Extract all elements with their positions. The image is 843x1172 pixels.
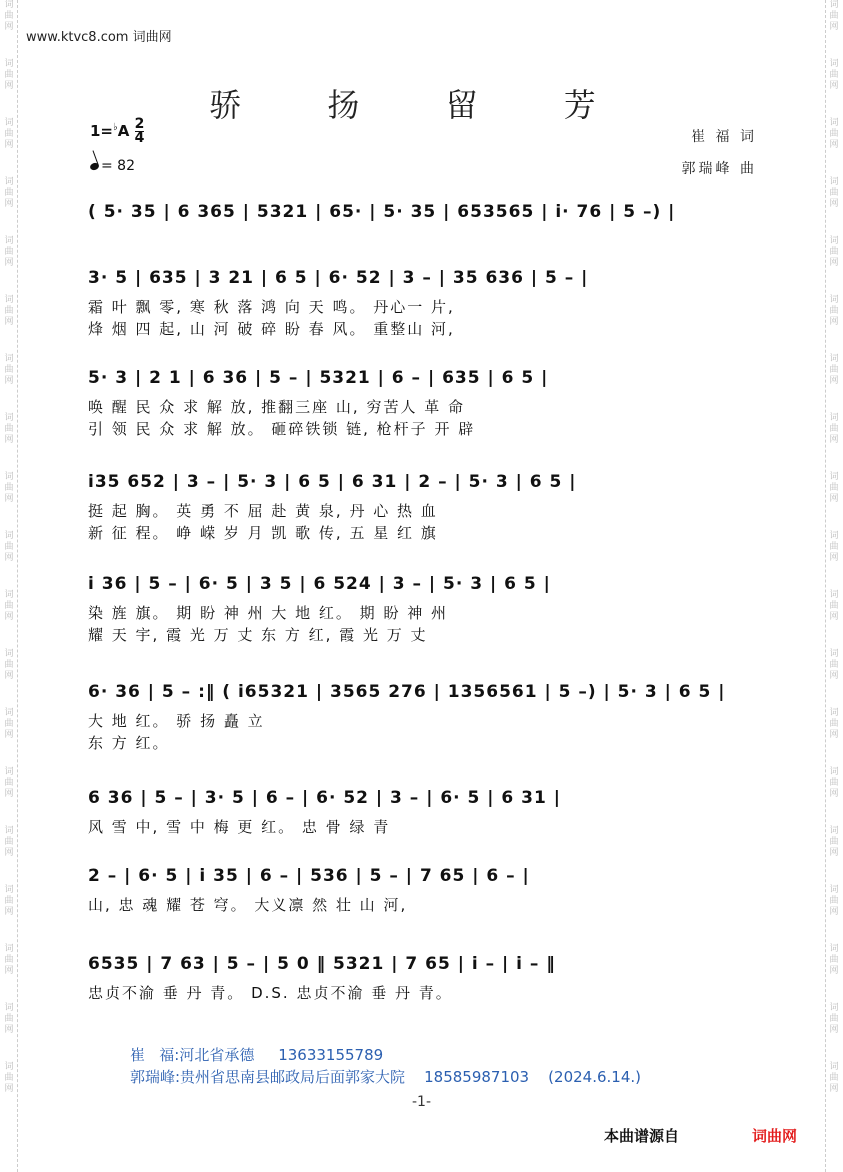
watermark-char: 曲 (829, 778, 839, 788)
watermark-group (829, 885, 838, 918)
watermark-char: 网 (829, 907, 839, 917)
page-number: -1- (411, 1094, 431, 1110)
watermark-char: 曲 (829, 424, 839, 434)
watermark-char: 词 (4, 472, 14, 482)
lyric-row-2-verse-1: 霜 叶 飘 零, 寒 秋 落 鸿 向 天 鸣。 丹心一 片, (88, 298, 455, 316)
watermark-char: 网 (4, 966, 14, 976)
watermark-group (829, 177, 838, 210)
watermark-char: 词 (4, 354, 14, 364)
watermark-char: 曲 (4, 837, 14, 847)
watermark-group (4, 649, 13, 682)
watermark-char: 网 (4, 494, 14, 504)
watermark-char: 曲 (4, 1073, 14, 1083)
watermark-group (4, 826, 13, 859)
watermark-char: 词 (829, 295, 839, 305)
music-row-1: ( 5· 35 | 6 365 | 5321 | 65· | 5· 35 | 653565 | i· 76 | 5 –) | (88, 202, 676, 222)
composer-credit: 郭瑞峰 曲 (681, 161, 757, 177)
watermark-char: 曲 (829, 306, 839, 316)
watermark-char: 词 (4, 767, 14, 777)
key-signature (90, 118, 144, 145)
watermark-char: 网 (4, 907, 14, 917)
lyric-row-5-verse-2: 耀 天 宇, 霞 光 万 丈 东 方 红, 霞 光 万 丈 (88, 626, 428, 644)
watermark-char: 网 (829, 966, 839, 976)
watermark-char: 词 (4, 590, 14, 600)
watermark-char: 网 (829, 317, 839, 327)
watermark-char: 曲 (4, 896, 14, 906)
watermark-char: 曲 (4, 955, 14, 965)
watermark-char: 词 (4, 1003, 14, 1013)
watermark-char: 词 (829, 118, 839, 128)
watermark-char: 曲 (829, 70, 839, 80)
beats-bottom: 4 (134, 130, 145, 146)
watermark-char: 网 (4, 435, 14, 445)
watermark-char: 网 (829, 22, 839, 32)
watermark-char: 曲 (4, 247, 14, 257)
source-brand-link[interactable]: 词曲网 (752, 1127, 798, 1145)
watermark-char: 词 (829, 413, 839, 423)
watermark-char: 词 (4, 118, 14, 128)
watermark-char: 网 (829, 789, 839, 799)
watermark-char: 词 (829, 472, 839, 482)
watermark-char: 曲 (829, 542, 839, 552)
watermark-char: 词 (829, 649, 839, 659)
music-row-3: 5· 3 | 2 1 | 6 36 | 5 – | 5321 | 6 – | 635 | 6 5 | (88, 368, 549, 388)
watermark-char: 词 (4, 826, 14, 836)
watermark-group (829, 531, 838, 564)
watermark-char: 网 (829, 199, 839, 209)
music-row-9: 6535 | 7 63 | 5 – | 5 0 ‖ 5321 | 7 65 | i – | i – ‖ (88, 954, 556, 974)
watermark-char: 网 (829, 1084, 839, 1094)
watermark-group (829, 0, 838, 33)
watermark-char: 词 (4, 708, 14, 718)
right-watermark-strip (825, 0, 843, 1172)
watermark-char: 词 (829, 531, 839, 541)
watermark-char: 曲 (4, 70, 14, 80)
watermark-group (829, 1003, 838, 1036)
watermark-char: 曲 (829, 955, 839, 965)
watermark-char: 词 (829, 1003, 839, 1013)
lyric-row-7: 风 雪 中, 雪 中 梅 更 红。 忠 骨 绿 青 (88, 818, 391, 836)
watermark-char: 词 (4, 531, 14, 541)
music-row-8: 2 – | 6· 5 | i 35 | 6 – | 536 | 5 – | 7 65 | 6 – | (88, 866, 530, 886)
watermark-char: 曲 (829, 247, 839, 257)
watermark-char: 词 (4, 885, 14, 895)
lyric-row-6-verse-2: 东 方 红。 (88, 734, 170, 752)
watermark-char: 网 (829, 140, 839, 150)
watermark-char: 词 (4, 944, 14, 954)
watermark-char: 词 (4, 59, 14, 69)
watermark-char: 网 (4, 81, 14, 91)
watermark-group (829, 590, 838, 623)
lyricist-credit: 崔 福 词 (691, 129, 757, 145)
watermark-char: 曲 (829, 188, 839, 198)
watermark-char: 词 (829, 0, 839, 10)
watermark-char: 网 (829, 376, 839, 386)
key-prefix: 1= (90, 122, 114, 140)
watermark-group (4, 472, 13, 505)
watermark-char: 曲 (829, 483, 839, 493)
watermark-char: 曲 (829, 365, 839, 375)
music-row-7: 6 36 | 5 – | 3· 5 | 6 – | 6· 52 | 3 – | 6· 5 | 6 31 | (88, 788, 561, 808)
watermark-group (829, 295, 838, 328)
flat-sign: ♭ (113, 122, 118, 133)
watermark-char: 网 (4, 789, 14, 799)
watermark-char: 网 (4, 848, 14, 858)
watermark-char: 曲 (4, 542, 14, 552)
tempo-mark (90, 158, 135, 174)
watermark-char: 网 (4, 612, 14, 622)
watermark-char: 曲 (4, 483, 14, 493)
time-signature (135, 118, 145, 145)
watermark-char: 网 (4, 730, 14, 740)
watermark-group (4, 767, 13, 800)
watermark-group (829, 767, 838, 800)
watermark-group (4, 413, 13, 446)
watermark-group (4, 177, 13, 210)
watermark-char: 词 (4, 236, 14, 246)
watermark-char: 网 (829, 494, 839, 504)
watermark-char: 网 (4, 1084, 14, 1094)
lyric-row-8: 山, 忠 魂 耀 苍 穹。 大义凛 然 壮 山 河, (88, 896, 408, 914)
watermark-char: 曲 (4, 188, 14, 198)
watermark-char: 网 (829, 553, 839, 563)
site-watermark[interactable]: www.ktvc8.com 词曲网 (26, 30, 172, 45)
watermark-char: 词 (829, 354, 839, 364)
watermark-group (4, 354, 13, 387)
watermark-char: 曲 (4, 424, 14, 434)
watermark-char: 词 (829, 708, 839, 718)
watermark-char: 网 (829, 671, 839, 681)
watermark-char: 曲 (829, 1073, 839, 1083)
watermark-group (829, 236, 838, 269)
contact-composer: 郭瑞峰:贵州省思南县邮政局后面郭家大院 18585987103 (2024.6.14.) (130, 1068, 641, 1086)
watermark-char: 曲 (4, 660, 14, 670)
watermark-char: 词 (829, 944, 839, 954)
watermark-group (4, 236, 13, 269)
watermark-char: 词 (4, 649, 14, 659)
music-row-5: i 36 | 5 – | 6· 5 | 3 5 | 6 524 | 3 – | 5· 3 | 6 5 | (88, 574, 551, 594)
lyric-row-3-verse-1: 唤 醒 民 众 求 解 放, 推翻三座 山, 穷苦人 革 命 (88, 398, 465, 416)
watermark-char: 曲 (4, 306, 14, 316)
key-note: A (117, 122, 130, 140)
watermark-char: 曲 (4, 11, 14, 21)
watermark-char: 网 (829, 612, 839, 622)
watermark-char: 词 (4, 177, 14, 187)
watermark-char: 词 (4, 0, 14, 10)
watermark-char: 曲 (4, 719, 14, 729)
watermark-char: 网 (4, 22, 14, 32)
watermark-char: 曲 (829, 896, 839, 906)
lyric-row-9: 忠贞不渝 垂 丹 青。 D.S. 忠贞不渝 垂 丹 青。 (88, 984, 453, 1002)
watermark-group (829, 944, 838, 977)
watermark-char: 曲 (4, 601, 14, 611)
watermark-char: 网 (4, 376, 14, 386)
lyric-row-4-verse-1: 挺 起 胸。 英 勇 不 屈 赴 黄 泉, 丹 心 热 血 (88, 502, 438, 520)
music-row-2: 3· 5 | 635 | 3 21 | 6 5 | 6· 52 | 3 – | 35 636 | 5 – | (88, 268, 589, 288)
watermark-char: 网 (829, 435, 839, 445)
lyric-row-2-verse-2: 烽 烟 四 起, 山 河 破 碎 盼 春 风。 重整山 河, (88, 320, 455, 338)
watermark-group (829, 472, 838, 505)
watermark-char: 曲 (829, 1014, 839, 1024)
watermark-char: 曲 (4, 365, 14, 375)
watermark-char: 词 (829, 885, 839, 895)
watermark-char: 词 (4, 413, 14, 423)
watermark-group (4, 295, 13, 328)
tempo-value: = 82 (101, 158, 135, 174)
watermark-group (4, 590, 13, 623)
watermark-group (829, 708, 838, 741)
watermark-char: 网 (4, 553, 14, 563)
music-row-6: 6· 36 | 5 – :‖ ( i65321 | 3565 276 | 1356561 | 5 –) | 5· 3 | 6 5 | (88, 682, 726, 702)
watermark-group (829, 354, 838, 387)
watermark-group (4, 944, 13, 977)
watermark-group (4, 531, 13, 564)
watermark-group (4, 708, 13, 741)
watermark-group (4, 0, 13, 33)
watermark-char: 网 (829, 848, 839, 858)
watermark-group (829, 649, 838, 682)
watermark-group (829, 1062, 838, 1095)
watermark-char: 词 (4, 295, 14, 305)
watermark-char: 网 (4, 1025, 14, 1035)
lyric-row-6-verse-1: 大 地 红。 骄 扬 矗 立 (88, 712, 265, 730)
contact-lyricist: 崔 福:河北省承德 13633155789 (130, 1046, 384, 1064)
watermark-group (829, 413, 838, 446)
watermark-char: 词 (829, 1062, 839, 1072)
watermark-char: 网 (829, 730, 839, 740)
quarter-note-icon (89, 162, 100, 172)
watermark-group (4, 1003, 13, 1036)
watermark-char: 曲 (829, 660, 839, 670)
music-row-4: i35 652 | 3 – | 5· 3 | 6 5 | 6 31 | 2 – | 5· 3 | 6 5 | (88, 472, 577, 492)
watermark-char: 曲 (829, 601, 839, 611)
watermark-char: 网 (4, 199, 14, 209)
watermark-char: 曲 (829, 11, 839, 21)
watermark-char: 网 (4, 140, 14, 150)
watermark-char: 词 (829, 767, 839, 777)
watermark-char: 网 (4, 671, 14, 681)
watermark-char: 网 (4, 317, 14, 327)
watermark-char: 曲 (4, 129, 14, 139)
song-title: 骄 扬 留 芳 (209, 86, 634, 124)
watermark-char: 曲 (829, 837, 839, 847)
watermark-char: 曲 (4, 1014, 14, 1024)
watermark-char: 网 (829, 81, 839, 91)
left-watermark-strip (0, 0, 18, 1172)
watermark-char: 词 (4, 1062, 14, 1072)
watermark-char: 网 (829, 1025, 839, 1035)
watermark-char: 曲 (829, 719, 839, 729)
source-label: 本曲谱源自 (604, 1127, 680, 1145)
watermark-char: 曲 (4, 778, 14, 788)
watermark-char: 网 (829, 258, 839, 268)
lyric-row-3-verse-2: 引 领 民 众 求 解 放。 砸碎铁锁 链, 枪杆子 开 辟 (88, 420, 476, 438)
watermark-char: 曲 (829, 129, 839, 139)
watermark-char: 词 (829, 826, 839, 836)
watermark-char: 词 (829, 177, 839, 187)
watermark-group (829, 826, 838, 859)
watermark-char: 网 (4, 258, 14, 268)
watermark-group (4, 1062, 13, 1095)
lyric-row-4-verse-2: 新 征 程。 峥 嵘 岁 月 凯 歌 传, 五 星 红 旗 (88, 524, 438, 542)
watermark-char: 词 (829, 590, 839, 600)
lyric-row-5-verse-1: 染 旌 旗。 期 盼 神 州 大 地 红。 期 盼 神 州 (88, 604, 448, 622)
watermark-group (4, 885, 13, 918)
beats-top: 2 (134, 116, 145, 132)
watermark-char: 词 (829, 236, 839, 246)
watermark-char: 词 (829, 59, 839, 69)
